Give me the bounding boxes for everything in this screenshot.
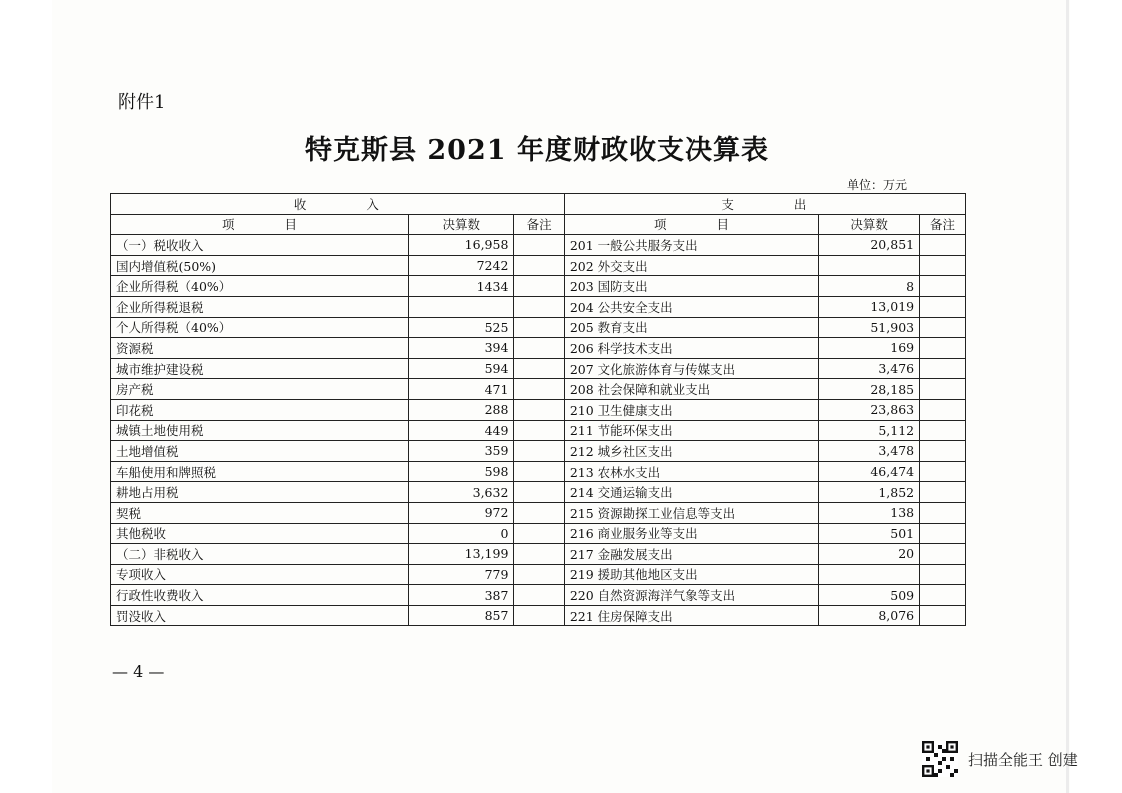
income-item-cell: 个人所得税（40%）	[111, 317, 409, 338]
income-item-cell: 房产税	[111, 379, 409, 400]
expense-item-cell: 212 城乡社区支出	[564, 441, 818, 462]
table-row	[111, 523, 966, 544]
income-remark-cell	[514, 296, 564, 317]
income-item-header: 项 目	[111, 214, 409, 235]
expense-item-cell: 216 商业服务业等支出	[564, 523, 818, 544]
income-amount-cell: 387	[408, 585, 513, 606]
income-remark-cell	[514, 482, 564, 503]
table-row	[111, 255, 966, 276]
table-row	[111, 585, 966, 606]
income-amount-cell	[408, 296, 513, 317]
income-remark-cell	[514, 399, 564, 420]
income-amount-header: 决算数	[408, 214, 513, 235]
expense-amount-cell: 8,076	[819, 605, 920, 626]
income-amount-cell: 594	[408, 358, 513, 379]
unit-label: 单位：万元	[847, 178, 908, 192]
income-amount-cell: 598	[408, 461, 513, 482]
income-item-cell: 印花税	[111, 399, 409, 420]
table-row	[111, 482, 966, 503]
expense-remark-cell	[920, 605, 966, 626]
income-remark-cell	[514, 544, 564, 565]
fiscal-table	[110, 193, 966, 626]
income-item-cell: 企业所得税退税	[111, 296, 409, 317]
table-row	[111, 338, 966, 359]
income-amount-cell: 471	[408, 379, 513, 400]
expense-amount-cell: 138	[819, 502, 920, 523]
expense-remark-cell	[920, 338, 966, 359]
income-remark-cell	[514, 317, 564, 338]
expense-amount-cell: 20,851	[819, 235, 920, 256]
expense-item-cell: 208 社会保障和就业支出	[564, 379, 818, 400]
expense-remark-cell	[920, 482, 966, 503]
expense-remark-cell	[920, 461, 966, 482]
table-row	[111, 296, 966, 317]
income-item-cell: 专项收入	[111, 564, 409, 585]
expense-item-cell: 214 交通运输支出	[564, 482, 818, 503]
expense-remark-cell	[920, 276, 966, 297]
table-row	[111, 379, 966, 400]
income-remark-cell	[514, 523, 564, 544]
expense-amount-cell: 5,112	[819, 420, 920, 441]
table-group-header	[111, 194, 966, 215]
expense-remark-cell	[920, 255, 966, 276]
income-remark-cell	[514, 255, 564, 276]
income-item-cell: （一）税收收入	[111, 235, 409, 256]
expense-item-cell: 205 教育支出	[564, 317, 818, 338]
income-remark-cell	[514, 379, 564, 400]
table-row	[111, 399, 966, 420]
table-row	[111, 564, 966, 585]
income-amount-cell: 449	[408, 420, 513, 441]
income-item-cell: 契税	[111, 502, 409, 523]
expense-item-cell: 217 金融发展支出	[564, 544, 818, 565]
income-amount-cell: 1434	[408, 276, 513, 297]
expense-item-cell: 201 一般公共服务支出	[564, 235, 818, 256]
expense-item-cell: 206 科学技术支出	[564, 338, 818, 359]
table-body	[111, 235, 966, 626]
income-amount-cell: 0	[408, 523, 513, 544]
expense-amount-cell: 3,476	[819, 358, 920, 379]
document-title: 特克斯县 2021 年度财政收支决算表	[305, 135, 769, 166]
expense-item-cell: 221 住房保障支出	[564, 605, 818, 626]
income-remark-cell	[514, 502, 564, 523]
income-remark-cell	[514, 420, 564, 441]
expense-remark-cell	[920, 317, 966, 338]
expense-item-cell: 219 援助其他地区支出	[564, 564, 818, 585]
expense-remark-header: 备注	[920, 214, 966, 235]
income-item-cell: 行政性收费收入	[111, 585, 409, 606]
income-remark-cell	[514, 564, 564, 585]
expense-item-cell: 215 资源勘探工业信息等支出	[564, 502, 818, 523]
income-amount-cell: 13,199	[408, 544, 513, 565]
expense-item-cell: 202 外交支出	[564, 255, 818, 276]
income-amount-cell: 779	[408, 564, 513, 585]
expense-amount-cell	[819, 564, 920, 585]
table-row	[111, 235, 966, 256]
expense-amount-cell	[819, 255, 920, 276]
expense-amount-cell: 501	[819, 523, 920, 544]
income-remark-cell	[514, 358, 564, 379]
income-item-cell: 城镇土地使用税	[111, 420, 409, 441]
expense-item-cell: 204 公共安全支出	[564, 296, 818, 317]
page-edge	[1066, 0, 1069, 793]
scanner-label: 扫描全能王 创建	[968, 750, 1078, 769]
expense-remark-cell	[920, 523, 966, 544]
expense-remark-cell	[920, 564, 966, 585]
expense-amount-cell: 28,185	[819, 379, 920, 400]
income-amount-cell: 525	[408, 317, 513, 338]
expense-item-cell: 207 文化旅游体育与传媒支出	[564, 358, 818, 379]
expense-remark-cell	[920, 544, 966, 565]
income-remark-cell	[514, 441, 564, 462]
income-item-cell: （二）非税收入	[111, 544, 409, 565]
income-item-cell: 耕地占用税	[111, 482, 409, 503]
income-header: 收 入	[111, 194, 565, 215]
attachment-label: 附件1	[118, 92, 166, 113]
income-item-cell: 土地增值税	[111, 441, 409, 462]
expense-amount-cell: 1,852	[819, 482, 920, 503]
income-amount-cell: 288	[408, 399, 513, 420]
expense-amount-cell: 46,474	[819, 461, 920, 482]
expense-item-cell: 210 卫生健康支出	[564, 399, 818, 420]
expense-amount-cell: 20	[819, 544, 920, 565]
table-row	[111, 605, 966, 626]
income-amount-cell: 394	[408, 338, 513, 359]
table-row	[111, 276, 966, 297]
income-remark-cell	[514, 276, 564, 297]
expense-remark-cell	[920, 296, 966, 317]
income-remark-cell	[514, 461, 564, 482]
expense-amount-cell: 8	[819, 276, 920, 297]
expense-amount-cell: 51,903	[819, 317, 920, 338]
expense-remark-cell	[920, 379, 966, 400]
income-amount-cell: 857	[408, 605, 513, 626]
table-row	[111, 420, 966, 441]
income-remark-cell	[514, 235, 564, 256]
expense-remark-cell	[920, 399, 966, 420]
qr-code-icon	[922, 741, 958, 777]
income-remark-header: 备注	[514, 214, 564, 235]
expense-item-cell: 203 国防支出	[564, 276, 818, 297]
table-row	[111, 358, 966, 379]
expense-remark-cell	[920, 235, 966, 256]
expense-header: 支 出	[564, 194, 965, 215]
income-item-cell: 城市维护建设税	[111, 358, 409, 379]
expense-amount-cell: 3,478	[819, 441, 920, 462]
expense-amount-cell: 509	[819, 585, 920, 606]
income-remark-cell	[514, 585, 564, 606]
table-column-header	[111, 214, 966, 235]
table-row	[111, 502, 966, 523]
table-row	[111, 461, 966, 482]
income-amount-cell: 972	[408, 502, 513, 523]
expense-remark-cell	[920, 585, 966, 606]
income-item-cell: 资源税	[111, 338, 409, 359]
expense-item-cell: 213 农林水支出	[564, 461, 818, 482]
income-remark-cell	[514, 338, 564, 359]
expense-amount-cell: 169	[819, 338, 920, 359]
expense-remark-cell	[920, 441, 966, 462]
income-amount-cell: 359	[408, 441, 513, 462]
income-amount-cell: 7242	[408, 255, 513, 276]
scanner-watermark	[922, 741, 1078, 777]
expense-item-cell: 220 自然资源海洋气象等支出	[564, 585, 818, 606]
table-row	[111, 441, 966, 462]
income-item-cell: 其他税收	[111, 523, 409, 544]
expense-amount-header: 决算数	[819, 214, 920, 235]
income-amount-cell: 16,958	[408, 235, 513, 256]
income-item-cell: 国内增值税(50%)	[111, 255, 409, 276]
page-number: — 4 —	[112, 662, 165, 681]
table-row	[111, 317, 966, 338]
expense-amount-cell: 13,019	[819, 296, 920, 317]
expense-remark-cell	[920, 358, 966, 379]
income-item-cell: 企业所得税（40%）	[111, 276, 409, 297]
expense-amount-cell: 23,863	[819, 399, 920, 420]
expense-remark-cell	[920, 502, 966, 523]
expense-item-header: 项 目	[564, 214, 818, 235]
income-item-cell: 罚没收入	[111, 605, 409, 626]
income-amount-cell: 3,632	[408, 482, 513, 503]
table-row	[111, 544, 966, 565]
income-remark-cell	[514, 605, 564, 626]
expense-remark-cell	[920, 420, 966, 441]
income-item-cell: 车船使用和牌照税	[111, 461, 409, 482]
expense-item-cell: 211 节能环保支出	[564, 420, 818, 441]
